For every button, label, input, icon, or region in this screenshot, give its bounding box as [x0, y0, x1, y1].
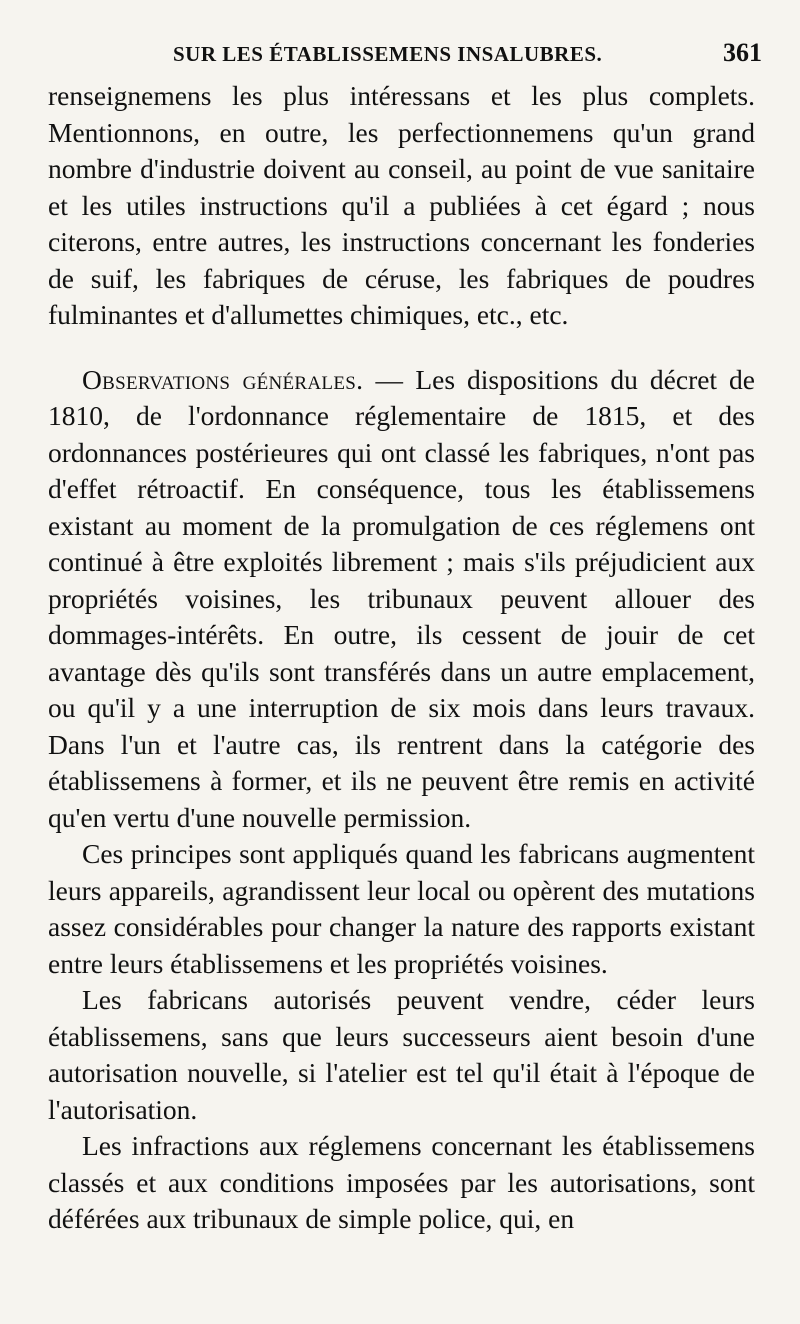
paragraph-4: Les fabricans autorisés peuvent vendre, céder leurs établissemens, sans que leurs successeurs aient besoin d'une autorisation nouvelle, si l'atelier est tel qu'il était à l'époque de l'autorisation. [48, 984, 755, 1125]
page-number: 361 [723, 38, 762, 67]
paragraph-2-text: Les dispositions du décret de 1810, de l'ordonnance réglementaire de 1815, et des ordonnances postérieures qui ont classé les fabriques, n'ont pas d'effet rétroactif. En conséquence, tous les établissemens existant au moment de la promulgation de ces réglemens ont continué à être exploités librement ; mais s'ils préjudicient aux propriétés voisines, les tribunaux peuvent allouer des dommages-intérêts. En outre, ils cessent de jouir de cet avantage dès qu'ils sont transférés dans un autre emplacement, ou qu'il y a une interruption de six mois dans leurs travaux. Dans l'un et l'autre cas, ils rentrent dans la catégorie des établissemens à former, et ils ne peuvent être remis en activité qu'en vertu d'une nouvelle permission. [48, 363, 756, 833]
paragraph-1: renseignemens les plus intéressans et les plus complets. Mentionnons, en outre, les perfectionnemens qu'un grand nombre d'industrie doivent au conseil, au point de vue sanitaire et les utiles instructions qu'il a publiées à cet égard ; nous citerons, entre autres, les instructions concernant les fonderies de suif, les fabriques de céruse, les fabriques de poudres fulminantes et d'allumettes chimiques, etc., etc. [48, 80, 755, 330]
paragraph-gap [48, 334, 755, 362]
paragraph-5: Les infractions aux réglemens concernant les établissemens classés et aux conditions imposées par les autorisations, sont déférées aux tribunaux de simple police, qui, en [48, 1130, 755, 1234]
body-text [48, 78, 755, 1238]
running-header [48, 40, 762, 76]
paragraph-2 [48, 362, 755, 837]
section-heading: Observations générales. — [82, 363, 404, 395]
paragraph-3: Ces principes sont appliqués quand les fabricans augmentent leurs appareils, agrandissent leur local ou opèrent des mutations assez considérables pour changer la nature des rapports existant entre leurs établissemens et les propriétés voisines. [48, 838, 755, 979]
running-title: SUR LES ÉTABLISSEMENS INSALUBRES. [173, 42, 603, 66]
